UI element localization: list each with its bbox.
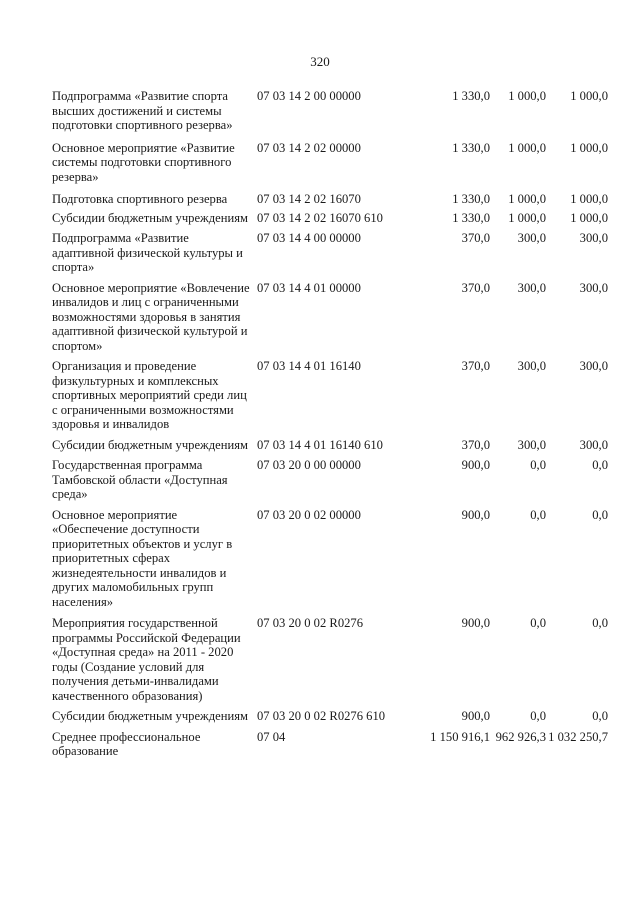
- table-row: [52, 211, 612, 226]
- row-value-1: 900,0: [461, 709, 490, 723]
- row-name: Мероприятия государственной программы Российской Федерации «Доступная среда» на 2011 - 2020 годы (Создание условий для получения детьми-инвалидами качественного образования): [52, 616, 241, 703]
- table-row: [52, 458, 612, 502]
- table-row: [52, 89, 612, 133]
- row-value-3: 1 000,0: [570, 210, 608, 225]
- table-row: [52, 192, 612, 207]
- row-code: 07 03 20 0 00 00000: [257, 458, 361, 472]
- row-value-1: 1 330,0: [452, 210, 490, 225]
- row-code: 07 03 14 2 02 00000: [257, 140, 361, 155]
- table-row: [52, 438, 612, 453]
- row-value-2: 1 000,0: [508, 210, 546, 225]
- row-value-2: 300,0: [517, 231, 546, 245]
- row-code: 07 03 14 2 00 00000: [257, 89, 361, 103]
- row-value-1: 1 330,0: [452, 192, 490, 206]
- row-value-1: 900,0: [461, 458, 490, 472]
- row-name: Субсидии бюджетным учреждениям: [52, 437, 248, 452]
- row-value-3: 300,0: [579, 231, 608, 245]
- row-value-2: 300,0: [517, 437, 546, 452]
- row-code: 07 03 14 2 02 16070: [257, 192, 361, 206]
- row-name: Субсидии бюджетным учреждениям: [52, 210, 248, 225]
- row-value-3: 300,0: [579, 280, 608, 295]
- row-value-3: 0,0: [592, 616, 608, 630]
- row-name: Субсидии бюджетным учреждениям: [52, 709, 248, 723]
- row-name: Подпрограмма «Развитие спорта высших достижений и системы подготовки спортивного резерва»: [52, 89, 233, 132]
- row-code: 07 03 20 0 02 R0276: [257, 616, 364, 630]
- row-value-1: 1 330,0: [452, 140, 490, 155]
- row-code: 07 03 20 0 02 00000: [257, 507, 361, 522]
- row-code: 07 03 14 2 02 16070 610: [257, 210, 383, 225]
- row-value-3: 1 000,0: [570, 192, 608, 206]
- row-value-1: 1 330,0: [452, 89, 490, 103]
- row-name: Подпрограмма «Развитие адаптивной физической культуры и спорта»: [52, 231, 243, 274]
- row-name: Основное мероприятие «Обеспечение доступности приоритетных объектов и услуг в приоритетных сферах жизнедеятельности инвалидов и других маломобильных групп населения»: [52, 507, 233, 609]
- row-value-2: 0,0: [530, 709, 546, 723]
- row-value-2: 0,0: [530, 507, 546, 522]
- row-code: 07 03 14 4 01 16140: [257, 359, 361, 373]
- row-code: 07 03 14 4 01 16140 610: [257, 437, 383, 452]
- row-value-2: 300,0: [517, 280, 546, 295]
- page-number: 320: [310, 54, 330, 69]
- row-name: Государственная программа Тамбовской области «Доступная среда»: [52, 458, 228, 501]
- row-value-3: 1 032 250,7: [548, 729, 608, 744]
- row-name: Среднее профессиональное образование: [52, 729, 201, 758]
- row-name: Подготовка спортивного резерва: [52, 192, 228, 206]
- table-row: [52, 616, 612, 703]
- table-row: [52, 281, 612, 354]
- row-value-2: 1 000,0: [508, 192, 546, 206]
- table-row: [52, 508, 612, 610]
- row-value-2: 300,0: [517, 359, 546, 373]
- row-name: Основное мероприятие «Развитие системы подготовки спортивного резерва»: [52, 140, 235, 184]
- row-value-1: 900,0: [461, 616, 490, 630]
- row-code: 07 03 20 0 02 R0276 610: [257, 709, 386, 723]
- row-value-1: 900,0: [461, 507, 490, 522]
- row-name: Основное мероприятие «Вовлечение инвалидов и лиц с ограниченными возможностями здоровья в занятия адаптивной физической культурой и спортом»: [52, 280, 250, 353]
- table-row: [52, 730, 612, 759]
- row-value-1: 370,0: [461, 437, 490, 452]
- row-name: Организация и проведение физкультурных и комплексных спортивных мероприятий среди лиц с ограниченными возможностями здоровья и инвалидов: [52, 359, 247, 431]
- row-value-3: 1 000,0: [570, 89, 608, 103]
- row-value-3: 0,0: [592, 709, 608, 723]
- row-value-1: 1 150 916,1: [430, 729, 490, 744]
- row-code: 07 03 14 4 01 00000: [257, 280, 361, 295]
- row-value-1: 370,0: [461, 280, 490, 295]
- row-value-1: 370,0: [461, 231, 490, 245]
- row-code: 07 03 14 4 00 00000: [257, 231, 361, 245]
- row-value-3: 300,0: [579, 359, 608, 373]
- row-value-3: 0,0: [592, 507, 608, 522]
- row-value-1: 370,0: [461, 359, 490, 373]
- budget-table: [52, 89, 612, 759]
- row-code: 07 04: [257, 729, 286, 744]
- row-value-3: 300,0: [579, 437, 608, 452]
- row-value-2: 0,0: [530, 458, 546, 472]
- table-row: [52, 231, 612, 275]
- row-value-3: 1 000,0: [570, 140, 608, 155]
- row-value-3: 0,0: [592, 458, 608, 472]
- table-row: [52, 709, 612, 724]
- row-value-2: 1 000,0: [508, 140, 546, 155]
- row-value-2: 0,0: [530, 616, 546, 630]
- row-value-2: 962 926,3: [495, 729, 546, 744]
- table-row: [52, 141, 612, 185]
- row-value-2: 1 000,0: [508, 89, 546, 103]
- table-row: [52, 359, 612, 432]
